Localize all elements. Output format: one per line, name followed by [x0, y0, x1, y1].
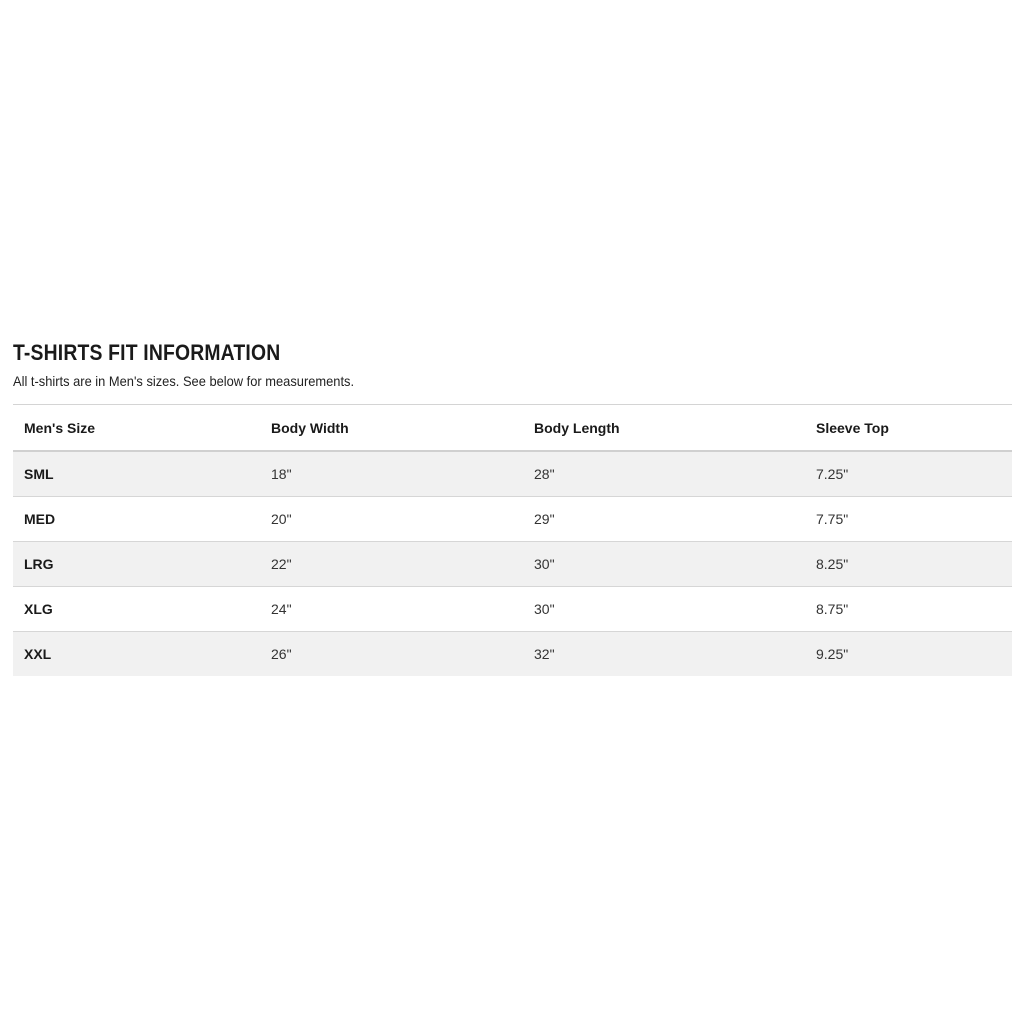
table-row — [13, 451, 1012, 497]
sleeve-top-cell: 8.75" — [805, 587, 1012, 632]
sleeve-top-cell: 9.25" — [805, 632, 1012, 677]
column-header-mens-size: Men's Size — [13, 405, 260, 452]
size-chart-table — [13, 404, 1012, 676]
body-width-cell: 26" — [260, 632, 523, 677]
body-width-cell: 24" — [260, 587, 523, 632]
body-length-cell: 29" — [523, 497, 805, 542]
body-width-cell: 18" — [260, 451, 523, 497]
sleeve-top-cell: 8.25" — [805, 542, 1012, 587]
table-row — [13, 497, 1012, 542]
table-row — [13, 542, 1012, 587]
body-length-cell: 30" — [523, 587, 805, 632]
body-length-cell: 30" — [523, 542, 805, 587]
table-row — [13, 632, 1012, 677]
body-width-cell: 20" — [260, 497, 523, 542]
size-cell: XLG — [13, 587, 260, 632]
size-cell: SML — [13, 451, 260, 497]
fit-information-section — [13, 340, 1012, 676]
section-title: T-SHIRTS FIT INFORMATION — [13, 340, 281, 365]
body-length-cell: 32" — [523, 632, 805, 677]
section-subtitle: All t-shirts are in Men's sizes. See below for measurements. — [13, 373, 355, 389]
body-width-cell: 22" — [260, 542, 523, 587]
sleeve-top-cell: 7.75" — [805, 497, 1012, 542]
table-row — [13, 587, 1012, 632]
header-row — [13, 405, 1012, 452]
size-cell: LRG — [13, 542, 260, 587]
column-header-body-length: Body Length — [523, 405, 805, 452]
table-body — [13, 451, 1012, 676]
column-header-sleeve-top: Sleeve Top — [805, 405, 1012, 452]
table-header — [13, 405, 1012, 452]
size-cell: XXL — [13, 632, 260, 677]
sleeve-top-cell: 7.25" — [805, 451, 1012, 497]
size-cell: MED — [13, 497, 260, 542]
body-length-cell: 28" — [523, 451, 805, 497]
column-header-body-width: Body Width — [260, 405, 523, 452]
